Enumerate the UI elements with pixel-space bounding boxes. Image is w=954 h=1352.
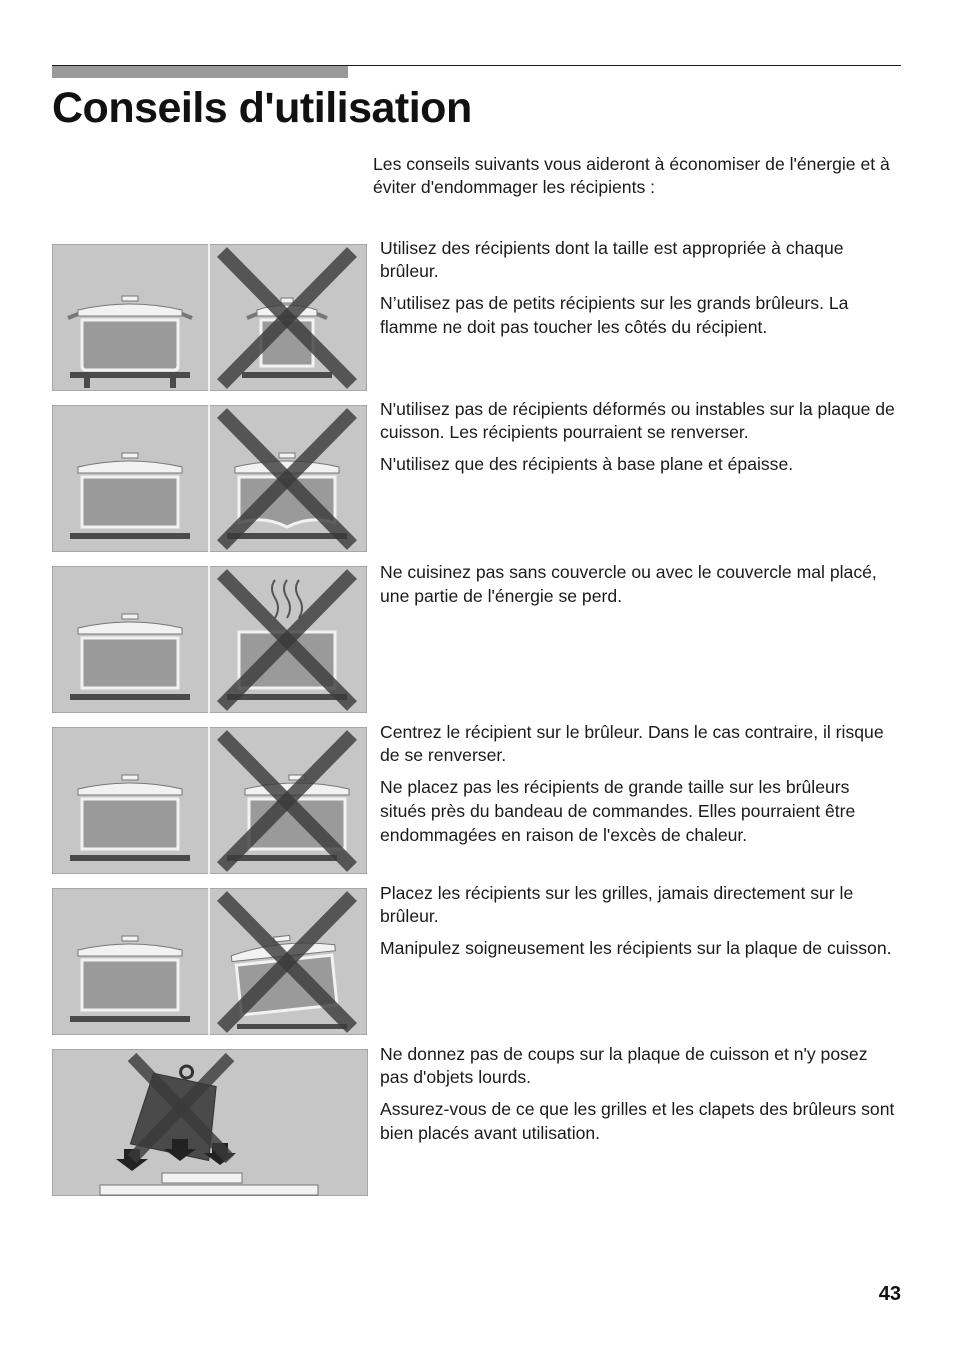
tip-grate bbox=[380, 882, 900, 968]
illustration-heavy-objects bbox=[52, 1049, 368, 1196]
illustration-deformed-pot bbox=[52, 405, 367, 552]
tip-paragraph: Placez les récipients sur les grilles, jamais directement sur le brûleur. bbox=[380, 883, 854, 926]
tip-paragraph: N’utilisez pas de petits récipients sur les grands brûleurs. La flamme ne doit pas toucher les côtés du récipient. bbox=[380, 293, 849, 337]
tip-lid bbox=[380, 560, 900, 616]
illustration-grate bbox=[52, 888, 367, 1035]
tip-paragraph: Manipulez soigneusement les récipients sur la plaque de cuisson. bbox=[380, 938, 892, 958]
tip-paragraph: Centrez le récipient sur le brûleur. Dans le cas contraire, il risque de se renverser. bbox=[380, 722, 884, 765]
tip-heavy-objects bbox=[380, 1043, 900, 1153]
illustration-lid bbox=[52, 566, 367, 713]
page-number: 43 bbox=[878, 1283, 901, 1305]
tip-paragraph: Ne donnez pas de coups sur la plaque de cuisson et n'y posez pas d'objets lourds. bbox=[380, 1044, 868, 1087]
illustration-pot-size bbox=[52, 244, 367, 391]
tip-paragraph: Assurez-vous de ce que les grilles et les clapets des brûleurs sont bien placés avant utilisation. bbox=[380, 1099, 895, 1143]
tip-paragraph: N'utilisez que des récipients à base plane et épaisse. bbox=[380, 454, 794, 474]
tip-deformed-pot bbox=[380, 398, 900, 484]
intro-text: Les conseils suivants vous aideront à économiser de l'énergie et à éviter d'endommager les récipients : bbox=[373, 154, 890, 197]
tip-paragraph: N'utilisez pas de récipients déformés ou instables sur la plaque de cuisson. Les récipients pourraient se renverser. bbox=[380, 399, 895, 442]
tip-pot-size bbox=[380, 237, 900, 347]
tip-paragraph: Ne placez pas les récipients de grande taille sur les brûleurs situés près du bandeau de commandes. Elles pourraient être endommagées en raison de l'excès de chaleur. bbox=[380, 777, 856, 845]
tip-centered-pot bbox=[380, 721, 900, 855]
tip-paragraph: Utilisez des récipients dont la taille est appropriée à chaque brûleur. bbox=[380, 238, 844, 281]
page-title: Conseils d'utilisation bbox=[52, 84, 472, 132]
tip-paragraph: Ne cuisinez pas sans couvercle ou avec le couvercle mal placé, une partie de l'énergie se perd. bbox=[380, 562, 877, 606]
section-bar bbox=[52, 66, 348, 78]
illustration-centered-pot bbox=[52, 727, 367, 874]
